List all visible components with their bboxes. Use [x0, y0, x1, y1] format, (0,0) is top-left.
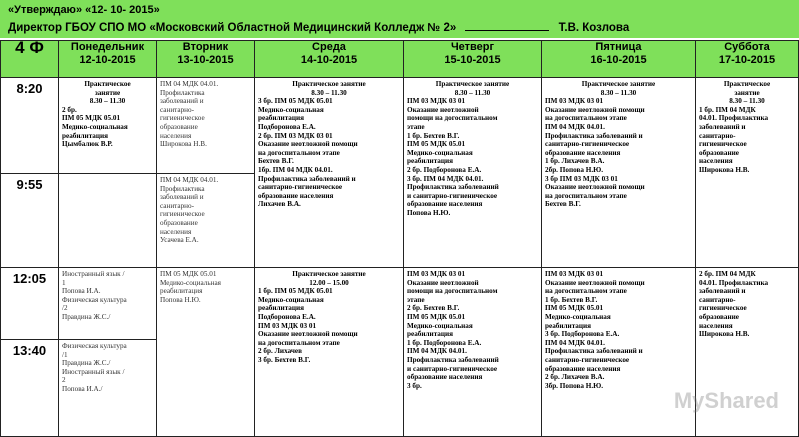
- cell-line: Усачева Е.А.: [160, 236, 199, 245]
- cell-line: Медико-социальная: [407, 321, 473, 330]
- cell-line: на догоспитальном этапе: [545, 287, 627, 296]
- cell-line: 2 бр. Лихачев В.А.: [545, 373, 605, 382]
- lesson-cell-empty: [59, 174, 157, 268]
- cell-line: 3 бр.: [407, 381, 422, 390]
- cell-line: Попова И.А./: [62, 384, 103, 393]
- day-header-tue: Вторник 13-10-2015: [157, 41, 255, 78]
- cell-line: реабилитация: [407, 157, 454, 166]
- cell-line: Практическое занятие: [581, 80, 656, 88]
- cell-line: образование населения: [545, 148, 621, 157]
- lesson-cell: [255, 268, 404, 437]
- lesson-cell: [157, 268, 255, 437]
- cell-line: гигиеническое: [160, 210, 205, 219]
- day-header-wed: Среда 14-10-2015: [255, 41, 404, 78]
- cell-line: 8.30 – 11.30: [89, 97, 126, 106]
- cell-line: Попова Н.Ю.: [407, 208, 451, 217]
- cell-line: 2 бр. Подборонова Е.А.: [407, 165, 482, 174]
- cell-line: санитарно-: [160, 105, 195, 114]
- cell-line: Практическое занятие: [292, 80, 366, 88]
- cell-line: Иностранный язык /: [62, 367, 125, 376]
- cell-line: 1бр. ПМ 04 МДК 04.01.: [258, 165, 333, 174]
- cell-line: Иностранный язык /: [62, 270, 125, 278]
- cell-line: реабилитация: [545, 321, 592, 330]
- cell-line: 2: [62, 376, 66, 385]
- cell-line: ПМ 05 МДК 05.01: [545, 304, 604, 313]
- day-header-fri: Пятница 16-10-2015: [542, 41, 696, 78]
- cell-line: 8.30 – 11.30: [311, 88, 347, 97]
- cell-line: /1: [62, 350, 68, 359]
- cell-line: ПМ 05 МДК 05.01: [160, 270, 217, 278]
- cell-line: ПМ 05 МДК 05.01: [407, 140, 466, 149]
- cell-line: 1 бр. Бехтев В.Г.: [545, 295, 598, 304]
- lesson-cell: [59, 78, 157, 174]
- cell-line: образование населения: [407, 373, 483, 382]
- cell-line: ПМ 04 МДК 04.01.: [545, 122, 605, 131]
- cell-line: ПМ 04 МДК 04.01.: [160, 80, 219, 88]
- cell-line: на догоспитальном этапе: [258, 148, 340, 157]
- cell-line: 2 бр. ПМ 03 МДК 03 01: [258, 131, 333, 140]
- cell-line: на догоспитальном этапе: [545, 191, 627, 200]
- cell-line: реабилитация: [258, 304, 305, 313]
- cell-line: ПМ 03 МДК 03 01: [258, 321, 317, 330]
- cell-line: ПМ 05 МДК 05.01: [407, 312, 466, 321]
- cell-line: Широкова Н.В.: [699, 330, 750, 339]
- cell-line: Практическое: [84, 80, 131, 88]
- lesson-cell: [255, 78, 404, 268]
- cell-line: 1 бр. ПМ 05 МДК 05.01: [258, 287, 333, 296]
- cell-line: этапе: [407, 295, 425, 304]
- time-slot: 13:40: [1, 340, 59, 437]
- cell-line: Медико-социальная: [258, 295, 324, 304]
- day-header-mon: Понедельник 12-10-2015: [59, 41, 157, 78]
- cell-line: 3 бр. Подборонова Е.А.: [545, 330, 620, 339]
- cell-line: ПМ 03 МДК 03 01: [545, 97, 604, 106]
- cell-line: Оказание неотложной помощи: [258, 330, 358, 339]
- cell-line: Профилактика заболеваний и: [545, 131, 643, 140]
- cell-line: занятие: [734, 88, 760, 97]
- cell-line: населения: [160, 131, 192, 140]
- cell-line: 3 бр ПМ 03 МДК 03 01: [545, 174, 618, 183]
- cell-line: Подборонова Е.А.: [258, 312, 316, 321]
- day-header-thu: Четверг 15-10-2015: [404, 41, 542, 78]
- cell-line: помощи на догоспитальном: [407, 114, 498, 123]
- cell-line: Медико-социальная: [258, 105, 324, 114]
- director-line: [8, 21, 629, 34]
- cell-line: образование населения: [407, 200, 483, 209]
- cell-line: 8.30 – 11.30: [454, 88, 491, 97]
- cell-line: реабилитация: [62, 131, 109, 140]
- time-slot: 9:55: [1, 174, 59, 268]
- cell-line: санитарно-: [699, 295, 736, 304]
- director-name: Т.В. Козлова: [558, 22, 630, 34]
- schedule-row-1: [1, 78, 799, 174]
- lesson-cell: [404, 268, 542, 437]
- schedule-row-3: [1, 268, 799, 340]
- cell-line: населения: [160, 227, 192, 236]
- cell-line: 3 бр. ПМ 04 МДК 04.01.: [407, 174, 484, 183]
- cell-line: 3 бр. ПМ 05 МДК 05.01: [258, 97, 333, 106]
- cell-line: на догоспитальном этапе: [545, 114, 627, 123]
- cell-line: населения: [699, 157, 733, 166]
- watermark: MyShared: [673, 388, 779, 413]
- cell-line: санитарно-: [160, 201, 195, 210]
- time-slot: 12:05: [1, 268, 59, 340]
- cell-line: 1 бр. ПМ 04 МДК: [699, 105, 756, 114]
- cell-line: реабилитация: [407, 330, 454, 339]
- cell-line: санитарно-: [699, 131, 736, 140]
- cell-line: этапе: [407, 122, 425, 131]
- cell-line: 04.01. Профилактика: [699, 278, 769, 287]
- cell-line: ПМ 03 МДК 03 01: [407, 270, 466, 278]
- cell-line: санитарно-гигиеническое: [545, 140, 630, 149]
- cell-line: ПМ 04 МДК 04.01.: [160, 176, 219, 184]
- cell-line: Оказание неотложной: [407, 105, 479, 114]
- cell-line: Профилактика заболеваний: [407, 355, 499, 364]
- cell-line: населения: [699, 321, 733, 330]
- cell-line: 04.01. Профилактика: [699, 114, 769, 123]
- cell-line: Профилактика заболеваний: [407, 183, 499, 192]
- lesson-cell: [59, 268, 157, 340]
- cell-line: 8.30 – 11.30: [600, 88, 637, 97]
- cell-line: ПМ 03 МДК 03 01: [545, 270, 604, 278]
- cell-line: гигиеническое: [160, 114, 205, 123]
- cell-line: и санитарно-гигиеническое: [407, 364, 498, 373]
- cell-line: 2 бр. Бехтев В.Г.: [407, 304, 460, 313]
- cell-line: образование населения: [545, 364, 621, 373]
- cell-line: /2: [62, 304, 68, 313]
- cell-line: Правдина Ж.С./: [62, 312, 111, 321]
- cell-line: 1 бр. Бехтев В.Г.: [407, 131, 460, 140]
- lesson-cell: [542, 78, 696, 268]
- cell-line: 1 бр. Лихачев В.А.: [545, 157, 605, 166]
- cell-line: образование: [699, 148, 739, 157]
- cell-line: Оказание неотложной: [407, 278, 479, 287]
- cell-line: и санитарно-гигиеническое: [407, 191, 498, 200]
- cell-line: 1: [62, 278, 66, 287]
- cell-line: Попова И.А.: [62, 287, 101, 296]
- cell-line: заболеваний и: [160, 193, 204, 202]
- cell-line: образование: [160, 122, 198, 131]
- cell-line: Профилактика: [160, 88, 205, 97]
- group-label: 4 Ф: [1, 41, 59, 78]
- cell-line: Бехтев В.Г.: [258, 157, 294, 166]
- cell-line: Практическое занятие: [292, 270, 366, 278]
- cell-line: 1 бр. Подборонова Е.А.: [407, 338, 482, 347]
- cell-line: Практическое: [723, 80, 771, 88]
- cell-line: ПМ 04 МДК 04.01.: [545, 338, 605, 347]
- cell-line: Широкова Н.В.: [699, 165, 750, 174]
- cell-line: Медико-социальная: [545, 312, 611, 321]
- signature-line: [465, 21, 549, 31]
- cell-line: 3бр. Попова Н.Ю.: [545, 381, 604, 390]
- cell-line: Попова Н.Ю.: [160, 295, 201, 304]
- cell-line: Лихачев В.А.: [258, 200, 301, 209]
- cell-line: Практическое занятие: [435, 80, 510, 88]
- day-header-sat: Суббота 17-10-2015: [696, 41, 799, 78]
- cell-line: ПМ 04 МДК 04.01.: [407, 347, 467, 356]
- cell-line: 2бр. Попова Н.Ю.: [545, 165, 604, 174]
- cell-line: заболеваний и: [160, 97, 204, 106]
- cell-line: Медико-социальная: [62, 122, 128, 131]
- cell-line: заболеваний и: [699, 287, 746, 296]
- cell-line: помощи на догоспитальном: [407, 287, 498, 296]
- cell-line: 2 бр.: [62, 105, 77, 114]
- lesson-cell: [404, 78, 542, 268]
- cell-line: Оказание неотложной помощи: [545, 105, 645, 114]
- cell-line: Широкова Н.В.: [160, 140, 207, 149]
- cell-line: 3 бр. Бехтев В.Г.: [258, 355, 311, 364]
- cell-line: Профилактика заболеваний и: [545, 347, 643, 356]
- time-slot: 8:20: [1, 78, 59, 174]
- cell-line: образование: [160, 218, 198, 227]
- cell-line: Бехтев В.Г.: [545, 200, 581, 209]
- cell-line: на догоспитальном этапе: [258, 338, 340, 347]
- cell-line: 12.00 – 15.00: [309, 278, 349, 287]
- cell-line: 8.30 – 11.30: [729, 97, 765, 106]
- cell-line: Медико-социальная: [407, 148, 473, 157]
- cell-line: Правдина Ж.С./: [62, 359, 111, 368]
- cell-line: заболеваний и: [699, 122, 746, 131]
- approval-line: «Утверждаю» «12- 10- 2015»: [8, 4, 160, 16]
- cell-line: Профилактика: [160, 184, 205, 193]
- cell-line: реабилитация: [160, 287, 203, 296]
- schedule-table: [0, 40, 799, 437]
- cell-line: гигиеническое: [699, 140, 747, 149]
- lesson-cell: [542, 268, 696, 437]
- days-header-row: [1, 41, 799, 78]
- cell-line: образование населения: [258, 191, 334, 200]
- cell-line: Оказание неотложной помощи: [258, 140, 358, 149]
- cell-line: санитарно-гигиеническое: [258, 183, 343, 192]
- cell-line: Физическая культура: [62, 295, 127, 304]
- cell-line: Подборонова Е.А.: [258, 122, 316, 131]
- lesson-cell: [696, 78, 799, 268]
- cell-line: реабилитация: [258, 114, 305, 123]
- cell-line: Физическая культура: [62, 342, 127, 350]
- cell-line: гигиеническое: [699, 304, 747, 313]
- cell-line: Профилактика заболеваний и: [258, 174, 356, 183]
- cell-line: 2 бр. ПМ 04 МДК: [699, 270, 756, 278]
- cell-line: 2 бр. Лихачев: [258, 347, 303, 356]
- lesson-cell: [157, 78, 255, 174]
- cell-line: Цымбалюк В.Р.: [62, 140, 113, 149]
- director-title: Директор ГБОУ СПО МО «Московский Областной Медицинский Колледж № 2»: [8, 22, 457, 34]
- cell-line: занятие: [94, 88, 121, 97]
- cell-line: образование: [699, 312, 739, 321]
- cell-line: Оказание неотложной помощи: [545, 183, 645, 192]
- cell-line: Медико-социальная: [160, 278, 221, 287]
- cell-line: ПМ 03 МДК 03 01: [407, 97, 466, 106]
- approval-header: [0, 0, 799, 38]
- cell-line: санитарно-гигиеническое: [545, 355, 630, 364]
- cell-line: Оказание неотложной помощи: [545, 278, 645, 287]
- cell-line: ПМ 05 МДК 05.01: [62, 114, 121, 123]
- lesson-cell: [59, 340, 157, 437]
- lesson-cell: [157, 174, 255, 268]
